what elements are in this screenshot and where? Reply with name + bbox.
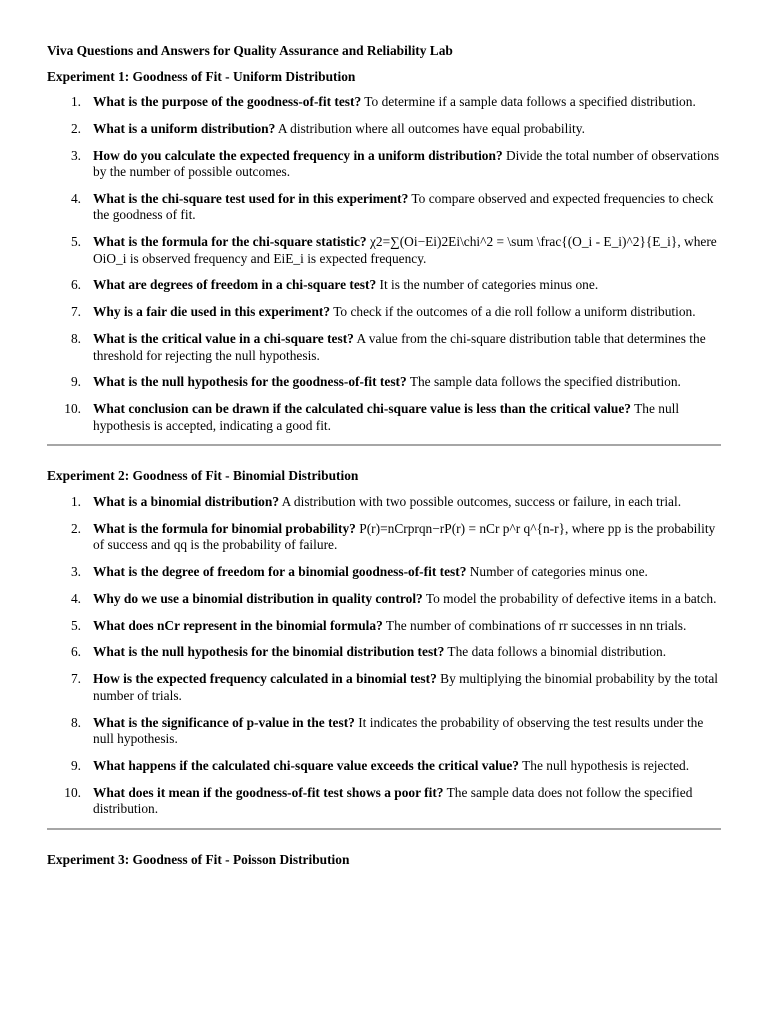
section-divider	[47, 828, 721, 830]
item-number: 1.	[70, 94, 81, 109]
list-item	[47, 374, 721, 391]
question-text: What is a uniform distribution?	[93, 120, 276, 136]
question-text: What is the purpose of the goodness-of-fit test?	[93, 94, 362, 109]
answer-text: P(r)=nCrprqn−rP(r) = nCr p^r q^{n-r}, where pp is the probability of success and qq is the probability of failure.	[93, 520, 716, 553]
item-number: 4.	[70, 590, 81, 606]
list-item	[47, 591, 721, 608]
item-number: 3.	[70, 564, 81, 580]
list-item	[47, 521, 721, 554]
qa-list	[47, 94, 721, 434]
item-number: 10.	[64, 784, 81, 800]
answer-text: To model the probability of defective items in a batch.	[425, 590, 717, 606]
answer-text: The data follows a binomial distribution.	[447, 644, 667, 660]
item-number: 7.	[70, 671, 81, 687]
list-item	[47, 331, 721, 364]
item-number: 2.	[70, 120, 81, 136]
answer-text: By multiplying the binomial probability by the total number of trials.	[93, 671, 718, 703]
item-number: 8.	[70, 714, 81, 730]
answer-text: A value from the chi-square distribution table that determines the threshold for rejecting the null hypothesis.	[93, 331, 706, 363]
list-item	[47, 644, 721, 661]
item-number: 3.	[70, 147, 81, 163]
list-item	[47, 148, 721, 181]
item-number: 6.	[70, 277, 81, 293]
question-text: What is the formula for binomial probability?	[93, 520, 356, 536]
question-text: What is the null hypothesis for the goodness-of-fit test?	[93, 374, 407, 390]
list-item	[47, 121, 721, 138]
question-text: How is the expected frequency calculated in a binomial test?	[93, 671, 437, 687]
list-item	[47, 671, 721, 704]
document-title: Viva Questions and Answers for Quality Assurance and Reliability Lab	[47, 43, 453, 58]
answer-text: Divide the total number of observations by the number of possible outcomes.	[93, 147, 720, 180]
question-text: What does nCr represent in the binomial formula?	[93, 617, 383, 633]
question-text: What is the significance of p-value in the test?	[93, 714, 355, 730]
item-number: 9.	[70, 757, 81, 773]
item-number: 5.	[70, 234, 81, 250]
item-number: 6.	[70, 644, 81, 660]
list-item	[47, 758, 721, 775]
answer-text: χ2=∑(Oi−Ei)2Ei\chi^2 = \sum \frac{(O_i - E_i)^2}{E_i}, where OiO_i is observed frequency and EiE_i is expected frequency.	[93, 234, 717, 266]
answer-text: It indicates the probability of observing the test results under the null hypothesis.	[93, 714, 704, 747]
item-number: 1.	[70, 493, 81, 509]
list-item	[47, 564, 721, 581]
answer-text: To check if the outcomes of a die roll follow a uniform distribution.	[333, 304, 696, 320]
answer-text: The sample data does not follow the specified distribution.	[93, 784, 693, 817]
question-text: What happens if the calculated chi-square value exceeds the critical value?	[93, 757, 519, 773]
answer-text: A distribution where all outcomes have equal probability.	[277, 120, 585, 136]
answer-text: Number of categories minus one.	[469, 564, 648, 580]
question-text: Why do we use a binomial distribution in quality control?	[93, 590, 423, 606]
section-experiment-3	[47, 852, 721, 869]
answer-text: The null hypothesis is accepted, indicating a good fit.	[93, 401, 680, 433]
answer-text: It is the number of categories minus one.	[379, 277, 599, 293]
item-number: 2.	[70, 520, 81, 536]
answer-text: The null hypothesis is rejected.	[522, 757, 690, 773]
list-item	[47, 304, 721, 321]
question-text: How do you calculate the expected frequency in a uniform distribution?	[93, 147, 503, 163]
item-number: 8.	[70, 331, 81, 347]
answer-text: A distribution with two possible outcomes, success or failure, in each trial.	[281, 493, 682, 509]
question-text: What is the critical value in a chi-square test?	[93, 331, 354, 347]
section-experiment-1	[47, 69, 721, 447]
question-text: What conclusion can be drawn if the calculated chi-square value is less than the critical value?	[93, 401, 631, 417]
section-title: Experiment 3: Goodness of Fit - Poisson Distribution	[47, 851, 350, 867]
item-number: 4.	[70, 190, 81, 206]
list-item	[47, 234, 721, 267]
list-item	[47, 401, 721, 434]
item-number: 9.	[70, 374, 81, 390]
list-item	[47, 191, 721, 224]
item-number: 7.	[70, 304, 81, 320]
list-item	[47, 715, 721, 748]
question-text: What is the chi-square test used for in this experiment?	[93, 190, 409, 206]
question-text: Why is a fair die used in this experiment?	[93, 304, 331, 320]
section-experiment-2	[47, 468, 721, 829]
section-divider	[47, 444, 721, 446]
question-text: What is a binomial distribution?	[93, 493, 280, 509]
question-text: What does it mean if the goodness-of-fit test shows a poor fit?	[93, 784, 444, 800]
qa-list	[47, 494, 721, 818]
list-item	[47, 494, 721, 511]
question-text: What are degrees of freedom in a chi-square test?	[93, 277, 377, 293]
list-item	[47, 785, 721, 818]
section-title: Experiment 1: Goodness of Fit - Uniform Distribution	[47, 68, 356, 84]
question-text: What is the degree of freedom for a binomial goodness-of-fit test?	[93, 564, 467, 580]
list-item	[47, 277, 721, 294]
list-item	[47, 618, 721, 635]
answer-text: To compare observed and expected frequencies to check the goodness of fit.	[93, 190, 714, 223]
section-title: Experiment 2: Goodness of Fit - Binomial Distribution	[47, 468, 359, 484]
answer-text: The number of combinations of rr successes in nn trials.	[385, 617, 687, 633]
question-text: What is the null hypothesis for the binomial distribution test?	[93, 644, 445, 660]
item-number: 5.	[70, 617, 81, 633]
answer-text: The sample data follows the specified distribution.	[409, 374, 681, 390]
item-number: 10.	[64, 401, 81, 417]
list-item	[47, 94, 721, 111]
question-text: What is the formula for the chi-square statistic?	[93, 234, 367, 250]
answer-text: To determine if a sample data follows a specified distribution.	[364, 94, 696, 109]
